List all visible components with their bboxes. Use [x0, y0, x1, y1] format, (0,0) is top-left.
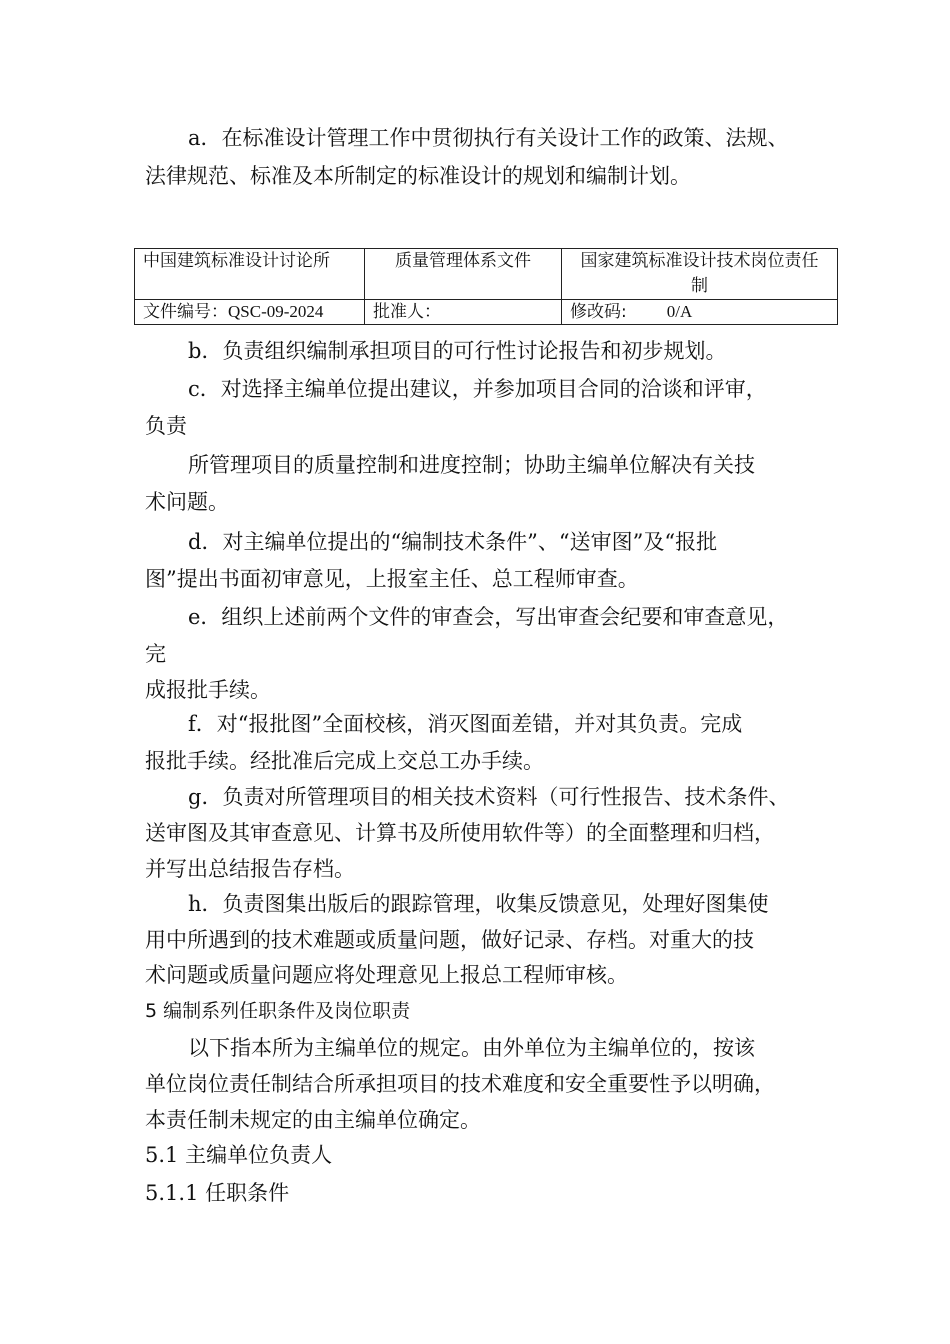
header-file-no-cell: [135, 300, 365, 325]
paragraph-d-line1: d．对主编单位提出的“编制技术条件”、“送审图”及“报批: [188, 530, 718, 554]
paragraph-h-line2: 用中所遇到的技术难题或质量问题，做好记录、存档。对重大的技: [145, 928, 754, 952]
section-5-1-1-heading: 5.1.1 任职条件: [145, 1181, 290, 1205]
section-5-intro-line2: 单位岗位责任制结合所承担项目的技术难度和安全重要性予以明确，: [145, 1072, 775, 1096]
header-title-line2: 制: [691, 276, 708, 296]
paragraph-a-line2: 法律规范、标准及本所制定的标准设计的规划和编制计划。: [145, 164, 691, 188]
header-approver-cell: [365, 300, 562, 325]
paragraph-e-line1: e．组织上述前两个文件的审查会，写出审查会纪要和审查意见，: [188, 605, 789, 629]
file-no-label: 文件编号：: [143, 302, 228, 322]
paragraph-g-line1: g．负责对所管理项目的相关技术资料（可行性报告、技术条件、: [188, 785, 790, 809]
rev-code: 0/A: [666, 302, 693, 321]
paragraph-c-line3: 所管理项目的质量控制和进度控制；协助主编单位解决有关技: [188, 453, 755, 477]
paragraph-h-line3: 术问题或质量问题应将处理意见上报总工程师审核。: [145, 963, 628, 987]
paragraph-e-line3: 成报批手续。: [145, 678, 271, 702]
section-5-intro-line3: 本责任制未规定的由主编单位确定。: [145, 1108, 481, 1132]
header-doctype-cell: [365, 249, 562, 300]
document-header-table: [134, 248, 838, 325]
header-title-cell: [562, 249, 838, 300]
paragraph-g-line2: 送审图及其审查意见、计算书及所使用软件等）的全面整理和归档，: [145, 821, 775, 845]
header-title-line1: 国家建筑标准设计技术岗位责任: [580, 251, 819, 271]
paragraph-f-line2: 报批手续。经批准后完成上交总工办手续。: [145, 749, 544, 773]
paragraph-a-line1: a．在标准设计管理工作中贯彻执行有关设计工作的政策、法规、: [188, 126, 789, 150]
file-no-value: QSC-09-2024: [228, 302, 324, 321]
header-rev-cell: [562, 300, 838, 325]
rev-label: 修改码:: [570, 302, 627, 322]
paragraph-h-line1: h．负责图集出版后的跟踪管理，收集反馈意见，处理好图集使: [188, 892, 769, 916]
paragraph-f-line1: f．对“报批图”全面校核，消灭图面差错，并对其负责。完成: [188, 712, 743, 736]
header-doc-type: 质量管理体系文件: [395, 251, 531, 271]
paragraph-b-line1: b．负责组织编制承担项目的可行性讨论报告和初步规划。: [188, 339, 727, 363]
section-5-1-heading: 5.1 主编单位负责人: [145, 1143, 333, 1167]
paragraph-c-line1: c．对选择主编单位提出建议，并参加项目合同的洽谈和评审，: [188, 377, 767, 401]
paragraph-g-line3: 并写出总结报告存档。: [145, 857, 355, 881]
section-5-heading: 5 编制系列任职条件及岗位职责: [145, 1000, 411, 1022]
header-org: 中国建筑标准设计讨论所: [143, 251, 330, 271]
paragraph-c-line4: 术问题。: [145, 490, 229, 514]
paragraph-d-line2: 图”提出书面初审意见，上报室主任、总工程师审查。: [145, 567, 639, 591]
section-5-intro-line1: 以下指本所为主编单位的规定。由外单位为主编单位的，按该: [188, 1036, 755, 1060]
approver-label: 批准人：: [373, 302, 441, 322]
header-org-cell: [135, 249, 365, 300]
paragraph-e-line2: 完: [145, 642, 166, 666]
paragraph-c-line2: 负责: [145, 414, 187, 438]
